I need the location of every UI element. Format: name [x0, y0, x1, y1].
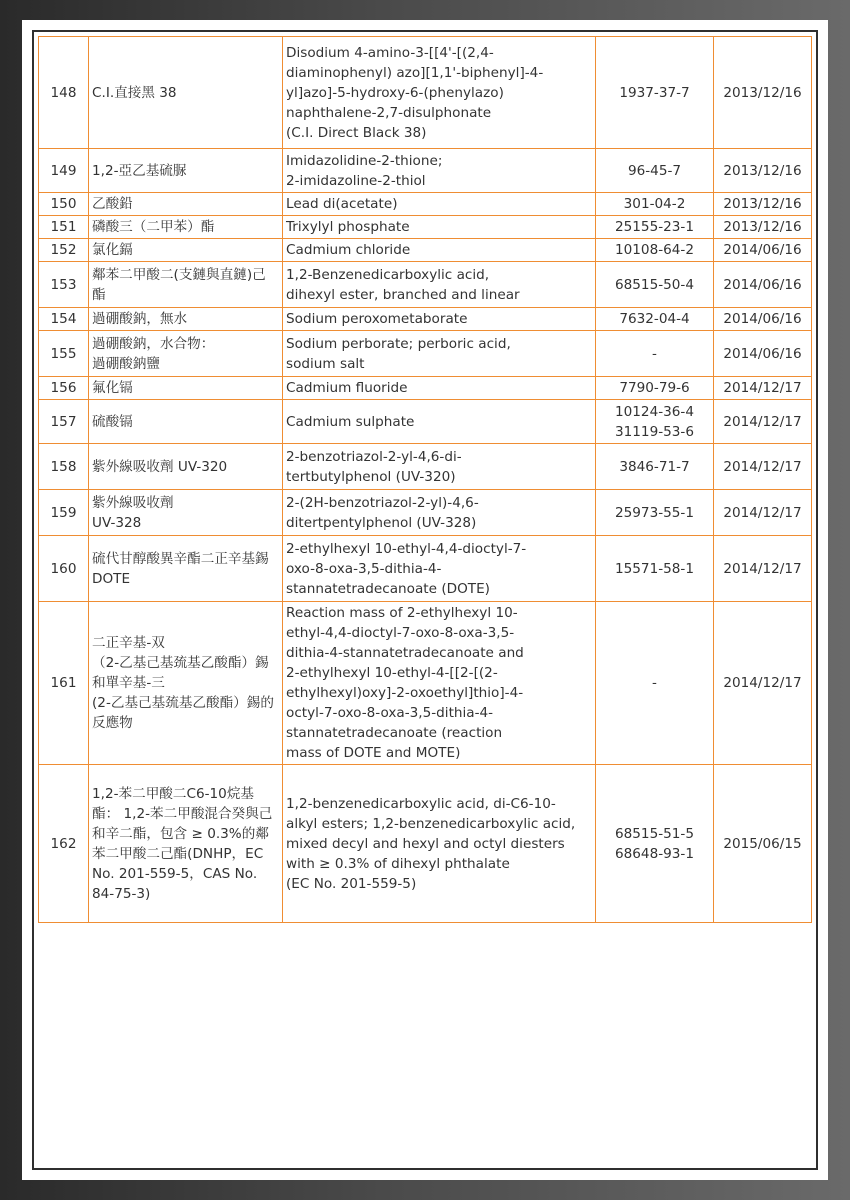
cas-number: 10108-64-2: [596, 239, 714, 262]
cas-number: 68515-50-4: [596, 262, 714, 308]
row-number: 155: [39, 331, 89, 377]
chinese-name: 二正辛基-双 （2-乙基己基巯基乙酸酯）錫和單辛基-三 (2-乙基己基巯基乙酸酯）錫的反應物: [89, 602, 283, 765]
cas-number: 301-04-2: [596, 193, 714, 216]
cas-number: 7632-04-4: [596, 308, 714, 331]
date-added: 2014/12/17: [714, 444, 812, 490]
date-added: 2014/06/16: [714, 262, 812, 308]
english-name: Cadmium chloride: [283, 239, 596, 262]
date-added: 2013/12/16: [714, 216, 812, 239]
date-added: 2014/12/17: [714, 602, 812, 765]
table-row: [39, 765, 812, 923]
english-name: Sodium perborate; perboric acid, sodium salt: [283, 331, 596, 377]
table-row: [39, 602, 812, 765]
table-row: [39, 262, 812, 308]
chinese-name: C.I.直接黑 38: [89, 37, 283, 149]
row-number: 153: [39, 262, 89, 308]
english-name: 2-ethylhexyl 10-ethyl-4,4-dioctyl-7- oxo-8-oxa-3,5-dithia-4- stannatetradecanoate (DOTE): [283, 536, 596, 602]
english-name: Cadmium sulphate: [283, 400, 596, 444]
english-name: 1,2-Benzenedicarboxylic acid, dihexyl ester, branched and linear: [283, 262, 596, 308]
cas-number: 15571-58-1: [596, 536, 714, 602]
date-added: 2015/06/15: [714, 765, 812, 923]
table-row: [39, 444, 812, 490]
chinese-name: 1,2-苯二甲酸二C6-10烷基酯： 1,2-苯二甲酸混合癸與己和辛二酯，包含 ≥ 0.3%的鄰苯二甲酸二己酯(DNHP，EC No. 201-559-5，CAS No. 84-75-3): [89, 765, 283, 923]
cas-number: 10124-36-4 31119-53-6: [596, 400, 714, 444]
row-number: 162: [39, 765, 89, 923]
cas-number: 7790-79-6: [596, 377, 714, 400]
table-row: [39, 308, 812, 331]
table-row: [39, 216, 812, 239]
row-number: 159: [39, 490, 89, 536]
cas-number: 68515-51-5 68648-93-1: [596, 765, 714, 923]
row-number: 148: [39, 37, 89, 149]
chinese-name: 紫外線吸收劑 UV-328: [89, 490, 283, 536]
cas-number: 25155-23-1: [596, 216, 714, 239]
cas-number: 25973-55-1: [596, 490, 714, 536]
row-number: 158: [39, 444, 89, 490]
chinese-name: 過硼酸鈉，水合物： 過硼酸鈉鹽: [89, 331, 283, 377]
cas-number: -: [596, 602, 714, 765]
row-number: 150: [39, 193, 89, 216]
cas-number: 96-45-7: [596, 149, 714, 193]
table-row: [39, 536, 812, 602]
table-row: [39, 490, 812, 536]
chinese-name: 乙酸鉛: [89, 193, 283, 216]
date-added: 2014/12/17: [714, 377, 812, 400]
english-name: Imidazolidine-2-thione; 2-imidazoline-2-thiol: [283, 149, 596, 193]
date-added: 2014/06/16: [714, 308, 812, 331]
row-number: 160: [39, 536, 89, 602]
chinese-name: 硫酸镉: [89, 400, 283, 444]
chinese-name: 硫代甘醇酸異辛酯二正辛基錫 DOTE: [89, 536, 283, 602]
table-row: [39, 149, 812, 193]
english-name: Sodium peroxometaborate: [283, 308, 596, 331]
table-body: [39, 37, 812, 923]
date-added: 2013/12/16: [714, 37, 812, 149]
table-row: [39, 37, 812, 149]
chinese-name: 磷酸三（二甲苯）酯: [89, 216, 283, 239]
table-row: [39, 331, 812, 377]
english-name: Trixylyl phosphate: [283, 216, 596, 239]
row-number: 149: [39, 149, 89, 193]
chinese-name: 過硼酸鈉，無水: [89, 308, 283, 331]
chinese-name: 氯化鎘: [89, 239, 283, 262]
english-name: Disodium 4-amino-3-[[4'-[(2,4-diaminophenyl) azo][1,1'-biphenyl]-4-yl]azo]-5-hydroxy-6-(phenylazo) naphthalene-2,7-disulphonate (C.I. Direct Black 38): [283, 37, 596, 149]
chinese-name: 鄰苯二甲酸二(支鏈與直鏈)己酯: [89, 262, 283, 308]
date-added: 2014/06/16: [714, 239, 812, 262]
row-number: 151: [39, 216, 89, 239]
date-added: 2014/12/17: [714, 536, 812, 602]
english-name: Reaction mass of 2-ethylhexyl 10- ethyl-4,4-dioctyl-7-oxo-8-oxa-3,5- dithia-4-stannatetradecanoate and 2-ethylhexyl 10-ethyl-4-[[2-[(2- ethylhexyl)oxy]-2-oxoethyl]thio]-4- octyl-7-oxo-8-oxa-3,5-dithia-4- stannatetradecanoate (reaction mass of DOTE and MOTE): [283, 602, 596, 765]
english-name: Cadmium fluoride: [283, 377, 596, 400]
cas-number: 3846-71-7: [596, 444, 714, 490]
chinese-name: 紫外線吸收劑 UV-320: [89, 444, 283, 490]
chinese-name: 1,2-亞乙基硫脲: [89, 149, 283, 193]
substance-table: [38, 36, 812, 923]
chinese-name: 氟化镉: [89, 377, 283, 400]
row-number: 152: [39, 239, 89, 262]
date-added: 2014/12/17: [714, 490, 812, 536]
date-added: 2013/12/16: [714, 149, 812, 193]
table-row: [39, 193, 812, 216]
date-added: 2014/06/16: [714, 331, 812, 377]
english-name: 2-benzotriazol-2-yl-4,6-di- tertbutylphenol (UV-320): [283, 444, 596, 490]
row-number: 156: [39, 377, 89, 400]
english-name: 2-(2H-benzotriazol-2-yl)-4,6- ditertpentylphenol (UV-328): [283, 490, 596, 536]
date-added: 2013/12/16: [714, 193, 812, 216]
cas-number: 1937-37-7: [596, 37, 714, 149]
table-row: [39, 377, 812, 400]
table-row: [39, 400, 812, 444]
english-name: 1,2-benzenedicarboxylic acid, di-C6-10- alkyl esters; 1,2-benzenedicarboxylic acid, mixed decyl and hexyl and octyl diesters with ≥ 0.3% of dihexyl phthalate (EC No. 201-559-5): [283, 765, 596, 923]
row-number: 157: [39, 400, 89, 444]
row-number: 161: [39, 602, 89, 765]
row-number: 154: [39, 308, 89, 331]
english-name: Lead di(acetate): [283, 193, 596, 216]
date-added: 2014/12/17: [714, 400, 812, 444]
table-row: [39, 239, 812, 262]
cas-number: -: [596, 331, 714, 377]
document-page: [22, 20, 828, 1180]
